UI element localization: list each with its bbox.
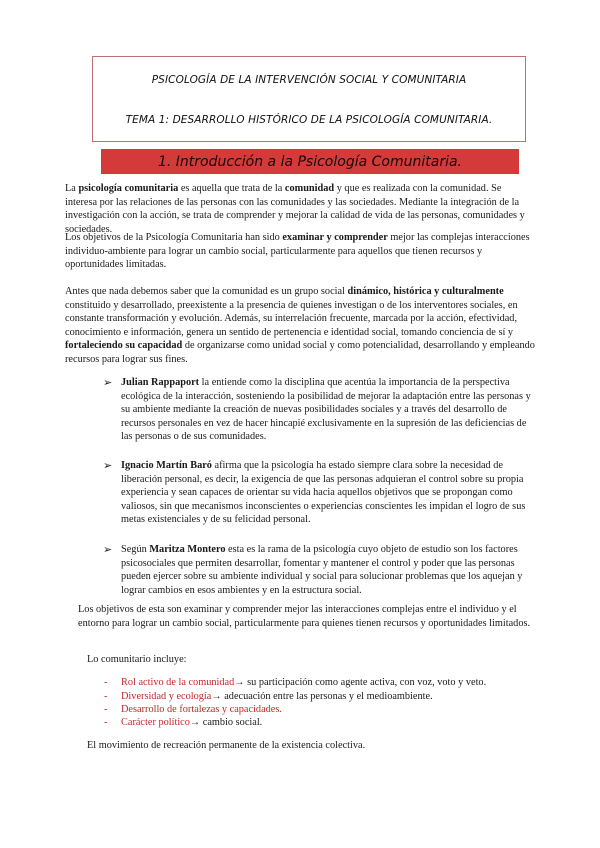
bullet-rappaport: Julian Rappaport la entiende como la disciplina que acentúa la importancia de la perspectiva ecológica de la interacción, sosteniendo la posibilidad de mejorar la adaptación entre las personas y su ambiente mediante la creación de nuevas posibilidades sociales y a través del desarrollo de recursos personales en vez de hacer hincapié exclusivamente en la supresión de las deficiencias de las personas o de sus comunidades. <box>121 377 531 442</box>
list-item: Carácter político→ cambio social. <box>121 717 263 728</box>
section-heading: 1. Introducción a la Psicología Comunitaria. <box>101 149 519 174</box>
community-paragraph: Antes que nada debemos saber que la comunidad es un grupo social dinámico, histórica y culturalmente constituido y desarrollado, preexistente a la presencia de quienes investigan o de los interventores sociales, en constante transformación y evolución. Además, su interrelación frecuente, marcada por la acción, efectividad, conocimiento e información, genera un sentido de pertenencia e identidad social, tomando conciencia de sí y fortaleciendo su capacidad de organizarse como unidad social y como potencialidad, desarrollando y empleando recursos para lograr sus fines. <box>65 286 535 365</box>
list-item: Diversidad y ecología→ adecuación entre las personas y el medioambiente. <box>121 691 433 702</box>
topic-title: TEMA 1: DESARROLLO HISTÓRICO DE LA PSICOLOGÍA COMUNITARIA. <box>125 114 493 126</box>
objectives-summary: Los objetivos de esta son examinar y comprender mejor las interacciones complejas entre el individuo y el entorno para lograr un cambio social, particularmente para quienes tienen recursos y oportunidades limitados. <box>78 604 531 629</box>
list-dash: - <box>104 717 108 728</box>
list-dash: - <box>104 691 108 702</box>
list-item: Desarrollo de fortalezas y capacidades. <box>121 704 282 715</box>
bullet-arrow-icon: ➢ <box>103 544 113 556</box>
title-box <box>92 56 526 142</box>
objectives-paragraph: Los objetivos de la Psicología Comunitaria han sido examinar y comprender mejor las complejas interacciones individuo-ambiente para lograr un cambio social, particularmente para aquellos que tienen recursos y oportunidades limitadas. <box>65 232 530 270</box>
bullet-montero: Según Maritza Montero esta es la rama de la psicología cuyo objeto de estudio son los factores psicosociales que permiten desarrollar, fomentar y mantener el control y poder que las personas pueden ejercer sobre su ambiente individual y social para solucionar problemas que los aquejan y lograr cambios en esos ambientes y en la estructura social. <box>121 544 523 596</box>
closing-line: El movimiento de recreación permanente de la existencia colectiva. <box>87 740 366 751</box>
bullet-arrow-icon: ➢ <box>103 460 113 472</box>
bullet-martin-baro: Ignacio Martín Baró afirma que la psicología ha estado siempre clara sobre la necesidad de liberación personal, es decir, la exigencia de que las personas adquieran el control sobre su propia experiencia y sean capaces de orientar su vida hacia aquellos objetivos que se propongan como valiosos, sin que mecanismos inconscientes o experiencias conscientes les impidan el logro de sus metas existenciales y de su felicidad personal. <box>121 460 526 525</box>
list-dash: - <box>104 677 108 688</box>
list-item: Rol activo de la comunidad→ su participación como agente activa, con voz, voto y veto. <box>121 677 487 688</box>
list-intro: Lo comunitario incluye: <box>87 654 187 665</box>
intro-paragraph: La psicología comunitaria es aquella que trata de la comunidad y que es realizada con la comunidad. Se interesa por las relaciones de las personas con las comunidades y las sociedades. Mediante la integración de la investigación con la acción, se trata de comprender y mejorar la calidad de vida de las personas, comunidades y sociedades. <box>65 183 525 235</box>
list-dash: - <box>104 704 108 715</box>
course-title: PSICOLOGÍA DE LA INTERVENCIÓN SOCIAL Y COMUNITARIA <box>151 74 467 86</box>
bullet-arrow-icon: ➢ <box>103 377 113 389</box>
